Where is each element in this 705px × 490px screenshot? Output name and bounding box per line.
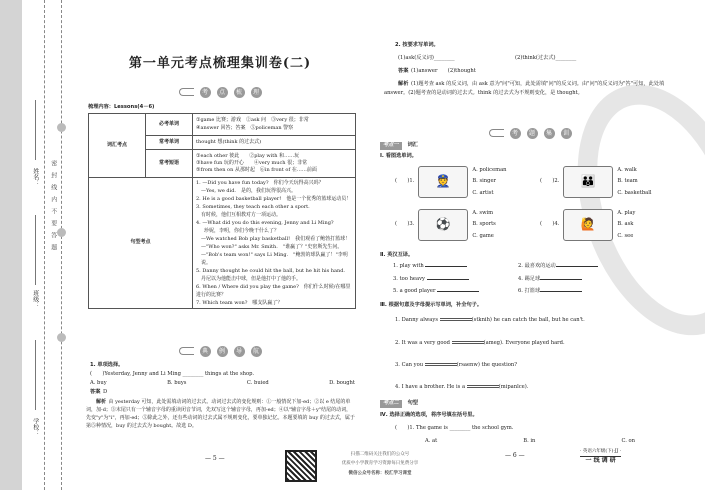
text-right-pics-3-opts-1: B. ask [617, 221, 634, 228]
school-field[interactable] [35, 340, 36, 410]
text-left-sentences-5: 4. —What did you do this evening, Jenny and Li Ming? [196, 220, 334, 226]
binding-hole [57, 123, 66, 132]
text-right-pics-1-opts-1: B. team [617, 178, 638, 185]
text-left-rows-2-label: 常考短语 [146, 150, 193, 178]
text-right-brand_top: · 英语六年级(下)·JJ · [580, 449, 621, 457]
text-right-fill-0-post: (stknih) he can catch the ball, but he can't. [471, 317, 585, 323]
text-right-fill-2-pre: 3. Can you [395, 362, 424, 368]
layout-block [472, 208, 495, 242]
layout-block [617, 208, 635, 242]
banner-kaodian [85, 86, 355, 98]
text-left-sentences-10: 5. Danny thought he could hit the ball, but he hit his hand. [196, 268, 346, 274]
text-left-sentences-1: —Yes, we did. 是的，我们玩得很高兴。 [201, 188, 296, 194]
scope-label: 梳理内容：Lessons(4－6) [88, 104, 155, 110]
text-right-pics-0-opts-0: A. policeman [472, 167, 507, 173]
text-right-trans-2: 3. too heavy [393, 275, 425, 282]
layout-block [518, 288, 643, 296]
text-left-sentences-4: 有时候，他们互相教对方一项运动。 [201, 212, 282, 218]
text-left-analysis: 由 yesterday 可知，此处需填动词的过去式。动词过去式的变化规则：①一般情况下加-ed；②以 e 结尾的单词，加-d；③末尾只有一个辅音字母的重读闭音节词，先双写这个辅音字母，再加-ed；④以"辅音字母＋y"结尾的动词，先变"y"为"i"，再加-ed；⑤除此之外，还有些动词的过去式属不规则变化，要单独记忆。本题要填的 buy 的过去式，属于第⑤种情况，buy 的过去式为 bought。故选 D。 [86, 399, 355, 429]
text-left-sentences-12: 6. When / Where did you play the game? 你们什么时候/在哪里进行的比赛？ [196, 284, 351, 298]
layout-block [398, 55, 455, 63]
text-right-p1_heading: Ⅰ. 看图选单词。 [380, 153, 417, 159]
layout-block [380, 142, 418, 150]
text-left-sentences-9: —"Bob's team won!" says Li Ming. "鲍勃的球队赢了！"李明说。 [201, 252, 348, 266]
text-right-answers-0: (1)answer [410, 68, 438, 74]
text-left-sentences-3: 3. Sometimes, they teach each other a sport. [196, 204, 310, 210]
layout-block [556, 266, 598, 267]
text-footer-line3: 微信公众号名称：校汇学习课堂 [348, 470, 412, 476]
text-right-pics-1-opts-0: A. walk [617, 167, 637, 173]
layout-block [393, 276, 518, 284]
text-right-sec1_title: 词汇 [407, 142, 418, 148]
layout-block [425, 363, 457, 366]
name-label: 姓名： [31, 168, 39, 186]
fill-1 [395, 318, 585, 323]
text-left-rows-0-label: 必考单词 [146, 114, 193, 136]
layout-block [489, 129, 504, 137]
layout-block [427, 279, 469, 280]
text-right-pics-2-opts-2: C. game [472, 232, 494, 239]
text-right-answer_label: 答案 [398, 68, 409, 74]
binding-hole [57, 333, 66, 342]
text-left-banner2-1: 例 [217, 346, 228, 357]
layout-block [518, 276, 643, 284]
layout-block [425, 266, 467, 267]
text-left-rows-0-items-1: ②ask 问 [245, 117, 267, 124]
layout-block [540, 279, 582, 280]
layout-block [393, 263, 518, 271]
sports-image-icon: ⚽ [418, 209, 468, 241]
text-left-sentences-13: 7. Which team won? 哪支队赢了？ [196, 300, 283, 306]
layout-block [179, 347, 194, 355]
text-right-p4_opts-2: C. on [621, 438, 635, 444]
text-right-sec2_tag: 考点二 [380, 400, 402, 408]
text-right-pics-0-opts-1: B. singer [472, 178, 497, 185]
layout-block [617, 165, 651, 199]
text-right-pics-2-num: ( )3. [395, 221, 415, 228]
text-right-answers-1: (2)thought [447, 68, 476, 74]
picture-question-1 [395, 165, 507, 199]
text-right-pics-2-opts-0: A. swim [472, 210, 494, 216]
layout-block [425, 438, 635, 446]
text-right-fill-0-pre: 1. Danny always [395, 317, 438, 323]
text-footer-line1: 扫描二维码关注我们的公众号 [350, 452, 410, 457]
layout-block [179, 88, 194, 96]
qr-code[interactable] [285, 450, 317, 482]
layout-block [89, 114, 356, 136]
text-right-p4_heading: Ⅳ. 选择正确的选项，将序号填在括号里。 [380, 412, 478, 418]
layout-block [452, 341, 484, 344]
text-right-fill-1-pre: 2. It was a very good [395, 340, 450, 346]
layout-block [89, 178, 356, 309]
text-right-trans-4: 5. a good player [393, 288, 436, 295]
text-right-pics-0-opts-2: C. artist [472, 189, 494, 196]
raise-hand-image-icon: 🙋 [563, 209, 613, 241]
text-left-q_heading: 1. 单项选择。 [90, 362, 124, 368]
question-text: ( )Yesterday, Jenny and Li Ming ________ things at the shop. [90, 371, 255, 377]
text-right-banner-2: 集 [544, 128, 555, 139]
text-left-vocab_label: 词汇考点 [89, 114, 146, 178]
text-left-banner1-0: 考 [200, 87, 211, 98]
text-left-rows-0-items-2: ③very 很；非常 [271, 117, 309, 124]
text-right-banner-0: 考 [510, 128, 521, 139]
layout-block [515, 55, 576, 63]
text-left-q_options-2: C. buied [246, 380, 269, 386]
text-right-p2_heading: Ⅱ. 英汉互译。 [380, 252, 414, 258]
fill-3 [395, 362, 517, 370]
text-left-rows-1-items-0: thought 想(think 的过去式) [193, 136, 356, 150]
text-right-fill-3-pre: 4. I have a brother. He is a [395, 384, 466, 390]
text-right-sec1_tag: 考点一 [380, 142, 402, 150]
text-left-banner1-1: 点 [217, 87, 228, 98]
text-left-rows-2-items-3: ④very much 很；非常 [253, 159, 308, 166]
banner-kaoti [380, 127, 680, 139]
layout-block [384, 80, 684, 99]
text-left-rows-0-items-0: ①game 比赛；游戏 [196, 117, 241, 124]
text-left-answer_label: 答案 [90, 389, 101, 395]
text-left-q_options-0: A. buy [90, 380, 107, 386]
text-right-analysis: (1)题考查 ask 的反义词，由 ask 意为"问"可知，此处需填"问"的反义词。由"问"的反义词为"答"可知，此处填 answer。(2)题考查的是动词的过去式。think 的过去式为不规则变化，是 thought。 [384, 81, 665, 97]
text-left-q_options-3: D. bought [329, 380, 355, 386]
text-right-q2_heading: 2. 按要求写单词。 [395, 42, 439, 48]
text-left-sentences-2: 2. He is a good basketball player! 他是一个优秀的篮球运动员！ [196, 196, 352, 202]
text-left-banner1-3: 理 [251, 87, 262, 98]
options [90, 380, 355, 388]
layout-block [89, 114, 356, 309]
layout-block [193, 150, 356, 178]
text-left-sentences-0: 1. —Did you have fun today? 你们今天玩得高兴吗？ [196, 180, 324, 186]
text-left-sentences-7: —We watched Bob play basketball! 我们观看了鲍勃打篮球！ [201, 236, 351, 242]
class-field[interactable] [35, 215, 36, 285]
layout-block [467, 385, 499, 388]
text-right-p4_opts-1: B. in [523, 438, 536, 444]
text-left-sentences-8: —"Who won?" asks Mr. Smith. "谁赢了？"史密斯先生问。 [201, 244, 343, 250]
text-right-pics-1-num: ( )2. [540, 178, 560, 185]
text-right-pics-2-opts-1: B. sports [472, 221, 496, 228]
layout-block [193, 114, 356, 136]
text-right-fill-3-post: (mipanlce). [498, 384, 529, 390]
text-right-pics-3-num: ( )4. [540, 221, 560, 228]
text-right-pics-1-opts-2: C. basketball [617, 189, 652, 196]
text-right-trans-3: 4. 踢足球 [518, 275, 541, 282]
text-right-pics-0-num: ( )1. [395, 178, 415, 185]
text-right-fill-2-post: (rsaenw) the question? [456, 362, 518, 368]
text-left-answer: D [102, 389, 108, 395]
picture-question-3 [395, 208, 496, 242]
text-right-q2_items-1: (2)think(过去式)________ [515, 55, 577, 61]
text-right-trans-5: 6. 打篮球 [518, 288, 541, 295]
footer-text [330, 450, 430, 478]
binding-strip [0, 0, 22, 490]
text-right-brand_bottom: 一 线 调 研 [585, 456, 616, 464]
seal-text: 密封线内不要答题 [49, 160, 57, 256]
text-right-banner-1: 题 [527, 128, 538, 139]
text-left-q_options-1: B. buys [167, 380, 187, 386]
text-left-rows-2-items-5: ⑥in front of 在……前面 [259, 167, 317, 174]
layout-block [398, 68, 476, 76]
layout-block [90, 389, 107, 397]
binding-hole [57, 228, 66, 237]
text-right-p4_q: ( )1. The game is ________ the school gym. [395, 425, 514, 431]
text-left-banner2-3: 航 [251, 346, 262, 357]
policeman-image-icon: 👮 [418, 166, 468, 198]
sentence-list [193, 178, 356, 309]
banner-dianli [85, 345, 355, 357]
picture-question-4 [540, 208, 635, 242]
layout-block [86, 398, 356, 430]
text-left-banner2-0: 典 [200, 346, 211, 357]
layout-block [437, 291, 479, 292]
text-right-p3_heading: Ⅲ. 根据句意及字母提示写单词，补全句子。 [380, 302, 483, 308]
seal-line [61, 0, 62, 490]
picture-question-2 [540, 165, 652, 199]
text-right-analysis_label: 解析 [398, 81, 409, 87]
layout-block [380, 400, 418, 408]
cut-line [44, 0, 45, 490]
text-left-banner2-2: 导 [234, 346, 245, 357]
page-number: — 5 — [205, 455, 225, 462]
text-right-banner-3: 训 [561, 128, 572, 139]
class-label: 班级： [31, 290, 39, 308]
layout-block [472, 165, 506, 199]
layout-block [393, 288, 518, 296]
text-right-trans-1: 2. 最喜欢的运动 [518, 263, 556, 269]
page-title: 第一单元考点梳理集训卷(二) [128, 56, 312, 71]
text-left-rows-2-items-1: ②play with 和……玩 [249, 152, 300, 159]
fill-2 [395, 340, 565, 348]
text-right-pics-3-opts-2: C. see [617, 232, 634, 239]
text-left-rows-0-items-4: ⑤policeman 警察 [250, 124, 294, 131]
team-image-icon: 👪 [563, 166, 613, 198]
layout-block [540, 291, 582, 292]
text-left-rows-0-items-3: ④answer 回答；答案 [196, 124, 246, 131]
fill-4 [395, 384, 528, 392]
text-left-rows-2-items-0: ①each other 彼此 [196, 152, 240, 159]
layout-block [440, 318, 472, 321]
text-left-sentence_label: 句型考点 [89, 178, 193, 309]
school-label: 学校： [31, 418, 39, 436]
text-right-pics-3-opts-0: A. play [617, 210, 636, 216]
text-right-fill-1-post: (ameg). Everyone played hard. [483, 340, 565, 346]
text-left-rows-2-items-4: ⑤from then on 从那时起 [196, 167, 255, 174]
text-left-banner1-2: 梳 [234, 87, 245, 98]
text-left-analysis_label: 解析 [96, 399, 107, 405]
text-right-trans-0: 1. play with [393, 263, 424, 269]
page-number: — 6 — [505, 452, 525, 459]
text-left-sentences-6: 珍妮，李明，你们今晚干什么了？ [204, 228, 280, 234]
translation-list [393, 263, 643, 296]
summary-table [88, 113, 356, 309]
text-right-sec2_title: 句型 [407, 400, 418, 406]
text-footer-line2: 优质中小学教育学习资源每日免费分享 [341, 461, 419, 467]
text-left-rows-1-label: 常考单词 [146, 136, 193, 150]
layout-block [35, 100, 36, 160]
brand-mark [580, 449, 621, 465]
text-left-rows-2-items-2: ③have fun 玩的开心 [196, 159, 244, 166]
layout-block [518, 263, 643, 271]
text-left-sentences-11: 丹尼以为他能击中球，但是他打中了他的手。 [201, 276, 302, 282]
text-right-p4_opts-0: A. at [425, 438, 438, 444]
text-right-q2_items-0: (1)ask(反义词)________ [398, 55, 455, 61]
